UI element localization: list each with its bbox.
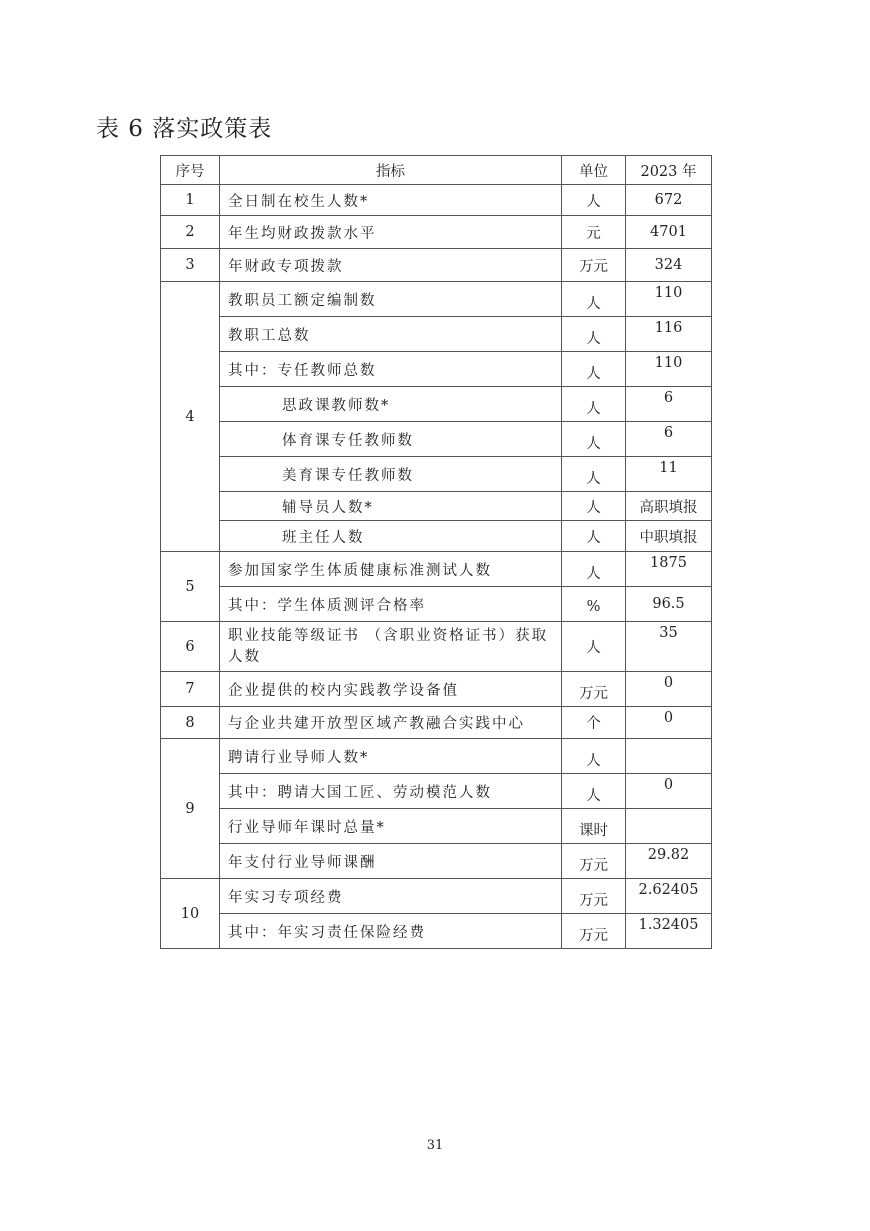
header-no: 序号 xyxy=(161,156,220,185)
unit-cell: 人 xyxy=(562,185,626,216)
table-row xyxy=(161,622,712,672)
indicator-cell: 与企业共建开放型区域产教融合实践中心 xyxy=(220,707,562,739)
value-cell: 0 xyxy=(626,774,712,809)
row-number: 7 xyxy=(161,672,220,707)
table-row xyxy=(161,809,712,844)
indicator-cell: 其中：年实习责任保险经费 xyxy=(220,914,562,949)
row-number: 10 xyxy=(161,879,220,949)
policy-table xyxy=(160,155,712,949)
value-cell xyxy=(626,809,712,844)
table-row xyxy=(161,457,712,492)
table-row xyxy=(161,492,712,521)
header-indicator: 指标 xyxy=(220,156,562,185)
row-number: 1 xyxy=(161,185,220,216)
indicator-cell: 教职工总数 xyxy=(220,317,562,352)
row-number: 9 xyxy=(161,739,220,879)
unit-cell: 元 xyxy=(562,216,626,249)
value-cell: 11 xyxy=(626,457,712,492)
row-number: 5 xyxy=(161,552,220,622)
indicator-cell: 职业技能等级证书 （含职业资格证书）获取人数 xyxy=(220,622,562,672)
row-number: 3 xyxy=(161,249,220,282)
table-row xyxy=(161,707,712,739)
table-row xyxy=(161,185,712,216)
unit-cell: 人 xyxy=(562,552,626,587)
unit-cell: 人 xyxy=(562,352,626,387)
value-cell: 6 xyxy=(626,422,712,457)
unit-cell: 人 xyxy=(562,457,626,492)
table-row xyxy=(161,587,712,622)
row-number: 2 xyxy=(161,216,220,249)
value-cell: 0 xyxy=(626,707,712,739)
indicator-cell: 行业导师年课时总量* xyxy=(220,809,562,844)
unit-cell: 万元 xyxy=(562,844,626,879)
unit-cell: 课时 xyxy=(562,809,626,844)
indicator-cell: 体育课专任教师数 xyxy=(220,422,562,457)
table-title: 表 6 落实政策表 xyxy=(96,116,273,142)
unit-cell: 人 xyxy=(562,317,626,352)
indicator-cell: 其中：学生体质测评合格率 xyxy=(220,587,562,622)
indicator-cell: 年生均财政拨款水平 xyxy=(220,216,562,249)
table-row xyxy=(161,521,712,552)
unit-cell: 人 xyxy=(562,387,626,422)
indicator-cell: 班主任人数 xyxy=(220,521,562,552)
value-cell xyxy=(626,739,712,774)
value-cell: 0 xyxy=(626,672,712,707)
indicator-cell: 思政课教师数* xyxy=(220,387,562,422)
unit-cell: 人 xyxy=(562,521,626,552)
value-cell: 中职填报 xyxy=(626,521,712,552)
table-row xyxy=(161,249,712,282)
table-row xyxy=(161,387,712,422)
indicator-cell: 年财政专项拨款 xyxy=(220,249,562,282)
value-cell: 672 xyxy=(626,185,712,216)
unit-cell: 个 xyxy=(562,707,626,739)
value-cell: 29.82 xyxy=(626,844,712,879)
unit-cell: 万元 xyxy=(562,672,626,707)
table-row xyxy=(161,914,712,949)
header-year: 2023 年 xyxy=(626,156,712,185)
indicator-cell: 年支付行业导师课酬 xyxy=(220,844,562,879)
unit-cell: 人 xyxy=(562,282,626,317)
unit-cell: 人 xyxy=(562,622,626,672)
unit-cell: 人 xyxy=(562,492,626,521)
row-number: 6 xyxy=(161,622,220,672)
value-cell: 4701 xyxy=(626,216,712,249)
unit-cell: % xyxy=(562,587,626,622)
indicator-cell: 教职员工额定编制数 xyxy=(220,282,562,317)
indicator-cell: 其中：聘请大国工匠、劳动模范人数 xyxy=(220,774,562,809)
value-cell: 高职填报 xyxy=(626,492,712,521)
table-row xyxy=(161,552,712,587)
table-row xyxy=(161,422,712,457)
table-row xyxy=(161,216,712,249)
value-cell: 35 xyxy=(626,622,712,672)
table-row xyxy=(161,317,712,352)
indicator-cell: 辅导员人数* xyxy=(220,492,562,521)
unit-cell: 万元 xyxy=(562,249,626,282)
table-row xyxy=(161,739,712,774)
table-row xyxy=(161,879,712,914)
indicator-cell: 年实习专项经费 xyxy=(220,879,562,914)
header-unit: 单位 xyxy=(562,156,626,185)
indicator-cell: 企业提供的校内实践教学设备值 xyxy=(220,672,562,707)
value-cell: 1875 xyxy=(626,552,712,587)
table-header-row xyxy=(161,156,712,185)
row-number: 4 xyxy=(161,282,220,552)
value-cell: 110 xyxy=(626,352,712,387)
unit-cell: 万元 xyxy=(562,879,626,914)
value-cell: 6 xyxy=(626,387,712,422)
value-cell: 2.62405 xyxy=(626,879,712,914)
indicator-cell: 参加国家学生体质健康标准测试人数 xyxy=(220,552,562,587)
page-number: 31 xyxy=(426,1138,444,1153)
indicator-cell: 聘请行业导师人数* xyxy=(220,739,562,774)
unit-cell: 人 xyxy=(562,774,626,809)
indicator-cell: 全日制在校生人数* xyxy=(220,185,562,216)
value-cell: 116 xyxy=(626,317,712,352)
value-cell: 96.5 xyxy=(626,587,712,622)
table-row xyxy=(161,774,712,809)
indicator-cell: 美育课专任教师数 xyxy=(220,457,562,492)
unit-cell: 人 xyxy=(562,739,626,774)
table-row xyxy=(161,844,712,879)
value-cell: 110 xyxy=(626,282,712,317)
table-row xyxy=(161,352,712,387)
row-number: 8 xyxy=(161,707,220,739)
indicator-cell: 其中：专任教师总数 xyxy=(220,352,562,387)
unit-cell: 万元 xyxy=(562,914,626,949)
unit-cell: 人 xyxy=(562,422,626,457)
table-row xyxy=(161,282,712,317)
value-cell: 1.32405 xyxy=(626,914,712,949)
table-row xyxy=(161,672,712,707)
value-cell: 324 xyxy=(626,249,712,282)
